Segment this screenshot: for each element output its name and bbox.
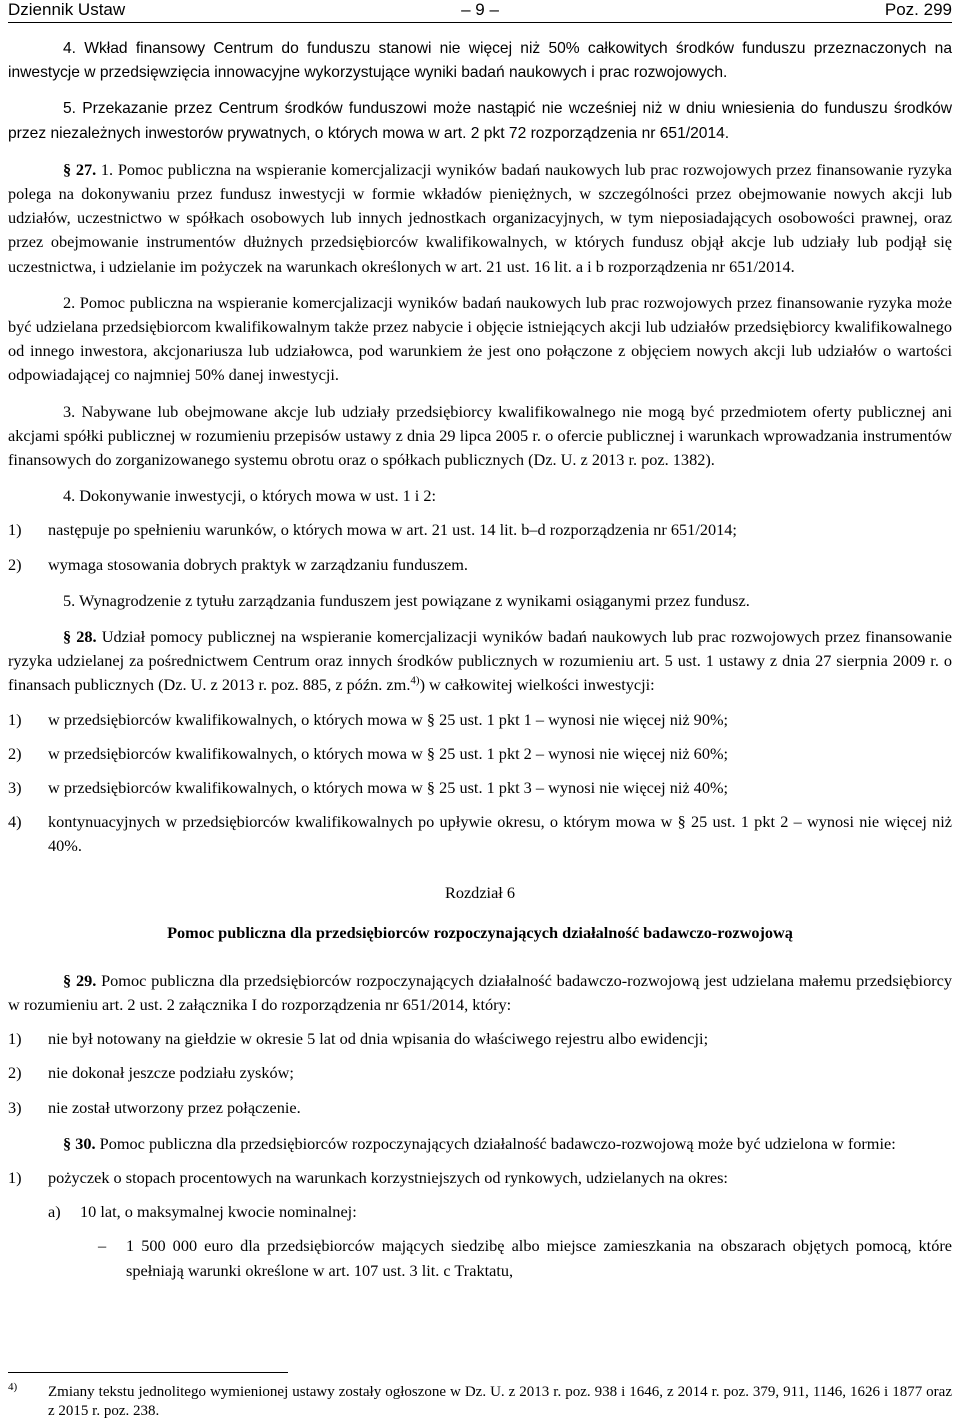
list-item-text: nie był notowany na giełdzie w okresie 5 lat od dnia wpisania do właściwego rejestru albo ewidencji; (48, 1029, 709, 1049)
document-body (8, 37, 952, 1283)
list-item (8, 1096, 952, 1120)
article-27-p3: 3. Nabywane lub obejmowane akcje lub udziały przedsiębiorcy kwalifikowalnego nie mogą być przedmiotem oferty publicznej ani akcjami spółki publicznej w rozumieniu przepisów ustawy z dnia 29 lipca 2005 r. o ofercie publicznej i warunkach wprowadzania instrumentów finansowych do zorganizowanego systemu obrotu oraz o spółkach publicznych (Dz. U. z 2013 r. poz. 1382). (8, 401, 952, 470)
list-item-number: 3) (8, 1097, 22, 1117)
article-29-text (8, 969, 952, 1017)
list-item (8, 1166, 952, 1190)
article-30-body: Pomoc publiczna dla przedsiębiorców rozpoczynających działalność badawczo-rozwojową może być udzielona w formie: (99, 1133, 896, 1153)
chapter-title: Pomoc publiczna dla przedsiębiorców rozpoczynających działalność badawczo-rozwojową (167, 922, 793, 942)
article-29-body: Pomoc publiczna dla przedsiębiorców rozpoczynających działalność badawczo-rozwojową jest udzielana małemu przedsiębiorcy w rozumieniu art. 2 ust. 2 załącznika I do rozporządzenia nr 651/2014, który: (8, 970, 952, 1014)
article-28-text (8, 625, 952, 698)
list-item-text: kontynuacyjnych w przedsiębiorców kwalifikowalnych po upływie okresu, o którym mowa w § 25 ust. 1 pkt 2 – wynosi nie więcej niż 40%. (48, 812, 952, 856)
list-item-text: w przedsiębiorców kwalifikowalnych, o których mowa w § 25 ust. 1 pkt 3 – wynosi nie więcej niż 40%; (48, 778, 729, 798)
dash-item-text: 1 500 000 euro dla przedsiębiorców mających siedzibę albo miejsce zamieszkania na obszarach objętych pomocą, które spełniają warunki określone w art. 107 ust. 3 lit. c Traktatu, (126, 1236, 952, 1280)
article-28-text-before: Udział pomocy publicznej na wspieranie komercjalizacji wyników badań naukowych lub prac rozwojowych przez finansowanie ryzyka udzielanej za pośrednictwem Centrum oraz innych środków publicznych w rozumieniu art. 5 ust. 1 ustawy z dnia 27 sierpnia 2009 r. o finansach publicznych (Dz. U. z 2013 r. poz. 885, z późn. zm. (8, 627, 953, 695)
list-item-number: 1) (8, 709, 22, 729)
article-30-label: § 30. (63, 1133, 96, 1153)
list-item-number: 1) (8, 1029, 22, 1049)
list-item (8, 708, 952, 732)
list-item-number: 2) (8, 1063, 22, 1083)
list-item (8, 553, 952, 577)
footnote-reference: 4) (410, 675, 420, 688)
article-28-text-after: ) w całkowitej wielkości inwestycji: (419, 675, 655, 695)
list-item-text: w przedsiębiorców kwalifikowalnych, o których mowa w § 25 ust. 1 pkt 1 – wynosi nie więcej niż 90%; (48, 709, 729, 729)
article-29-label: § 29. (63, 970, 97, 990)
list-item-number: 4) (8, 812, 22, 832)
sub-item (48, 1200, 952, 1224)
article-27-p2: 2. Pomoc publiczna na wspieranie komercjalizacji wyników badań naukowych lub prac rozwojowych przez finansowanie ryzyka może być udzielana przedsiębiorcom kwalifikowalnym także przez nabycie i objęcie istniejących akcji lub udziałów przedsiębiorcy kwalifikowalnego od innego inwestora, akcjonariusza lub udziałowca, pod warunkiem że jest ono połączone z objęciem nowych akcji lub udziałów o wartości odpowiadającej co najmniej 50% danej inwestycji. (8, 292, 952, 385)
list-item (8, 1061, 952, 1085)
position-number: Poz. 299 (884, 0, 952, 19)
page-number: – 9 – (461, 0, 499, 19)
list-item-number: 2) (8, 743, 22, 763)
list-item-text: nie został utworzony przez połączenie. (48, 1097, 301, 1117)
list-item-text: nie dokonał jeszcze podziału zysków; (48, 1063, 294, 1083)
article-27-p1-text: 1. Pomoc publiczna na wspieranie komercjalizacji wyników badań naukowych lub prac rozwojowych przez finansowanie ryzyka polega na dokonywaniu przez fundusz inwestycji w formie wkładów pieniężnych, w szczególności przez obejmowanie nowych akcji lub udziałów, uczestnictwo w spółkach osobowych lub innych jednostkach organizacyjnych, w tym nieposiadających osobowości prawnej, oraz przez obejmowanie instrumentów dłużnych przedsiębiorców kwalifikowalnych, w których fundusz objął akcje lub udziały lub podjął się uczestnictwa, i udzielanie im pożyczek na warunkach określonych w art. 21 ust. 16 lit. a i b rozporządzenia nr 651/2014. (8, 159, 952, 276)
list-item (8, 1027, 952, 1051)
list-item-text: w przedsiębiorców kwalifikowalnych, o których mowa w § 25 ust. 1 pkt 2 – wynosi nie więcej niż 60%; (48, 743, 729, 763)
list-item-text: wymaga stosowania dobrych praktyk w zarządzaniu funduszem. (48, 554, 469, 574)
footnote-text: Zmiany tekstu jednolitego wymienionej ustawy zostały ogłoszone w Dz. U. z 2013 r. poz. 938 i 1646, z 2014 r. poz. 379, 911, 1146, 1626 i 1877 oraz z 2015 r. poz. 238. (48, 1384, 952, 1419)
list-item (8, 742, 952, 766)
paragraph-5: 5. Przekazanie przez Centrum środków funduszowi może nastąpić nie wcześniej niż w dniu wniesienia do funduszu środków przez niezależnych inwestorów prywatnych, o których mowa w art. 2 pkt 72 rozporządzenia nr 651/2014. (8, 100, 952, 142)
sub-item-letter: a) (48, 1202, 61, 1222)
footnote-separator (8, 1372, 288, 1373)
list-item (8, 810, 952, 858)
list-item-number: 3) (8, 778, 22, 798)
article-27-label: § 27. (63, 159, 97, 179)
footnote (8, 1383, 952, 1421)
list-item-number: 1) (8, 1167, 22, 1187)
article-27-p5: 5. Wynagrodzenie z tytułu zarządzania funduszem jest powiązane z wynikami osiąganymi przez fundusz. (63, 590, 750, 610)
dash-item (98, 1234, 952, 1282)
list-item (8, 518, 952, 542)
list-item-text: następuje po spełnieniu warunków, o których mowa w art. 21 ust. 14 lit. b–d rozporządzenia nr 651/2014; (48, 520, 737, 540)
chapter-label: Rozdział 6 (444, 882, 516, 902)
article-27-p4: 4. Dokonywanie inwestycji, o których mowa w ust. 1 i 2: (63, 486, 437, 506)
article-27-p1 (8, 158, 952, 279)
list-item-text: pożyczek o stopach procentowych na warunkach korzystniejszych od rynkowych, udzielanych na okres: (48, 1167, 728, 1187)
sub-item-text: 10 lat, o maksymalnej kwocie nominalnej: (80, 1202, 357, 1222)
footnote-number: 4) (8, 1381, 18, 1393)
list-item (8, 776, 952, 800)
article-28-label: § 28. (63, 627, 97, 647)
paragraph-4: 4. Wkład finansowy Centrum do funduszu stanowi nie więcej niż 50% całkowitych środków funduszu przeznaczonych na inwestycje w przedsięwzięcia innowacyjne wykorzystujące wyniki badań naukowych i prac rozwojowych. (8, 40, 952, 82)
journal-title: Dziennik Ustaw (8, 0, 126, 19)
article-30-text (8, 1132, 952, 1156)
list-item-number: 1) (8, 520, 22, 540)
page-header (8, 0, 952, 23)
list-item-number: 2) (8, 554, 22, 574)
sans-section (8, 37, 952, 146)
dash-marker: – (98, 1236, 107, 1256)
